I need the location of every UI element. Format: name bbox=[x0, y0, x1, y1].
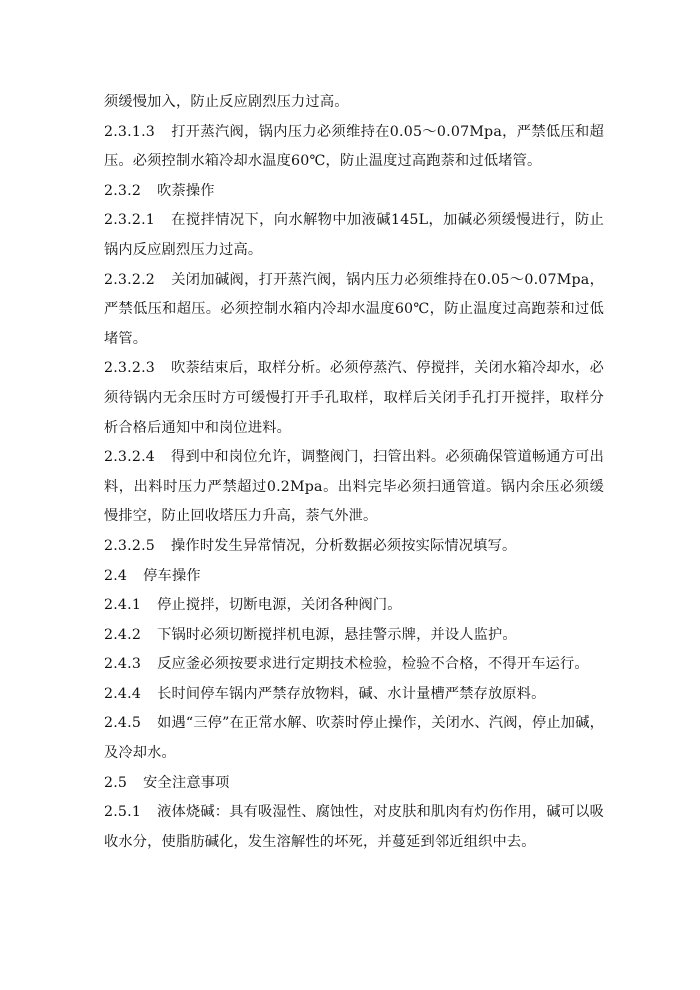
heading-2-4: 2.4 停车操作 bbox=[104, 567, 201, 584]
paragraph-2-5-1: 2.5.1 液体烧碱：具有吸湿性、腐蚀性，对皮肤和肌肉有灼伤作用，碱可以吸收水分，使脂肪碱化，发生溶解性的坏死，并蔓延到邻近组织中去。 bbox=[104, 804, 604, 850]
paragraph-2-4-1: 2.4.1 停止搅拌，切断电源，关闭各种阀门。 bbox=[104, 597, 402, 614]
paragraph-2-3-2-1: 2.3.2.1 在搅拌情况下，向水解物中加液碱145L，加碱必须缓慢进行，防止锅内反应剧烈压力过高。 bbox=[104, 212, 604, 258]
paragraph-2-4-2: 2.4.2 下锅时必须切断搅拌机电源，悬挂警示牌，并设人监护。 bbox=[104, 626, 517, 643]
paragraph-2-3-2-5: 2.3.2.5 操作时发生异常情况，分析数据必须按实际情况填写。 bbox=[104, 537, 517, 554]
document-body bbox=[104, 88, 604, 857]
paragraph-2-3-2-4: 2.3.2.4 得到中和岗位允许，调整阀门，扫管出料。必须确保管道畅通方可出料，出料时压力严禁超过0.2Mpa。出料完毕必须扫通管道。锅内余压必须缓慢排空，防止回收塔压力升高，萘气外泄。 bbox=[104, 449, 604, 525]
paragraph-2-3-1-3: 2.3.1.3 打开蒸汽阀，锅内压力必须维持在0.05～0.07Mpa，严禁低压和超压。必须控制水箱冷却水温度60℃，防止温度过高跑萘和过低堵管。 bbox=[104, 123, 604, 170]
paragraph-2-3-2-3: 2.3.2.3 吹萘结束后，取样分析。必须停蒸汽、停搅拌，关闭水箱冷却水，必须待锅内无余压时方可缓慢打开手孔取样，取样后关闭手孔打开搅拌，取样分析合格后通知中和岗位进料。 bbox=[104, 360, 604, 436]
paragraph-2-3-2-2: 2.3.2.2 关闭加碱阀，打开蒸汽阀，锅内压力必须维持在0.05～0.07Mpa，严禁低压和超压。必须控制水箱内冷却水温度60℃，防止温度过高跑萘和过低堵管。 bbox=[104, 271, 604, 347]
paragraph-2-4-5: 2.4.5 如遇“三停”在正常水解、吹萘时停止操作，关闭水、汽阀，停止加碱，及冷却水。 bbox=[104, 715, 604, 762]
heading-2-3-2: 2.3.2 吹萘操作 bbox=[104, 182, 215, 199]
paragraph-2-4-3: 2.4.3 反应釜必须按要求进行定期技术检验，检验不合格，不得开车运行。 bbox=[104, 656, 589, 673]
paragraph-1: 须缓慢加入，防止反应剧烈压力过高。 bbox=[104, 94, 349, 110]
paragraph-2-4-4: 2.4.4 长时间停车锅内严禁存放物料，碱、水计量槽严禁存放原料。 bbox=[104, 685, 546, 702]
heading-2-5: 2.5 安全注意事项 bbox=[104, 774, 230, 791]
